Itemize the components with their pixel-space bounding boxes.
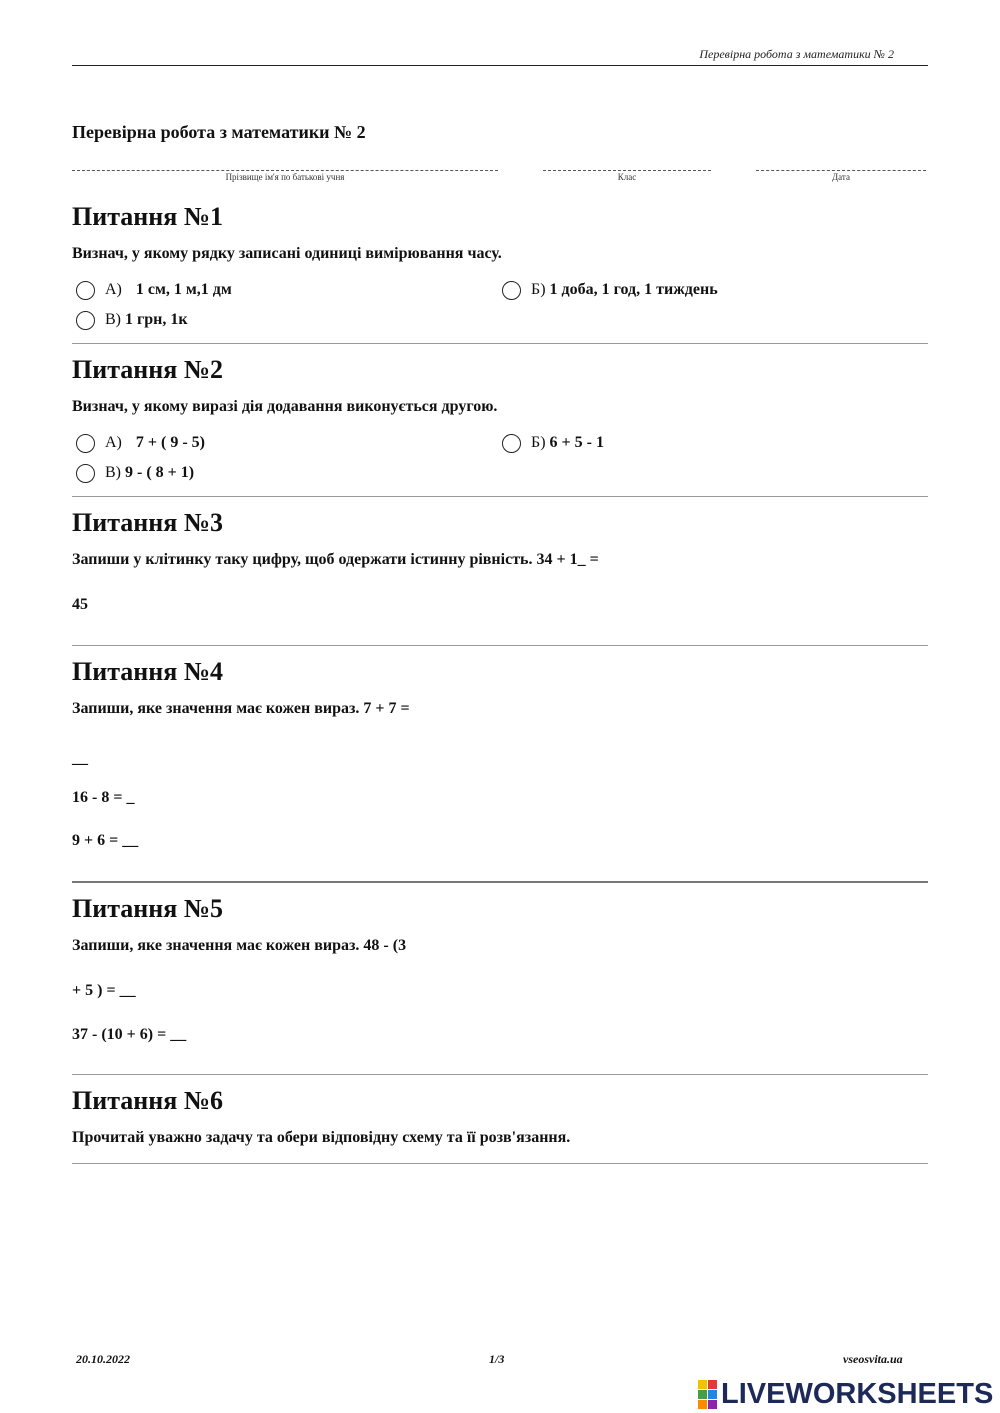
option-letter: В) — [105, 464, 121, 481]
liveworksheets-cubes-icon — [698, 1380, 717, 1409]
option-letter: А) — [105, 281, 122, 298]
liveworksheets-logo — [698, 1379, 993, 1409]
option-a[interactable] — [76, 280, 232, 300]
running-header: Перевірна робота з математики № 2 — [72, 46, 928, 66]
footer-date: 20.10.2022 — [76, 1352, 130, 1366]
answer-line[interactable]: + 5 ) = __ — [72, 982, 136, 999]
divider — [72, 645, 928, 646]
option-c[interactable] — [76, 463, 194, 483]
question-heading: Питання №3 — [72, 508, 223, 537]
option-value: 1 грн, 1к — [125, 311, 188, 328]
divider — [72, 1074, 928, 1075]
radio-icon[interactable] — [76, 434, 95, 453]
student-name-field[interactable] — [72, 170, 498, 182]
answer-line[interactable]: __ — [72, 750, 88, 767]
radio-icon[interactable] — [76, 311, 95, 330]
option-value: 7 + ( 9 - 5) — [135, 434, 205, 451]
radio-icon[interactable] — [502, 281, 521, 300]
answer-line[interactable]: 45 — [72, 596, 88, 613]
question-heading: Питання №6 — [72, 1086, 223, 1115]
question-heading: Питання №2 — [72, 355, 223, 384]
option-b[interactable] — [502, 433, 604, 453]
question-text: Прочитай уважно задачу та обери відповідну схему та її розв'язання. — [72, 1129, 571, 1146]
option-a[interactable] — [76, 433, 205, 453]
answer-line[interactable]: 16 - 8 = _ — [72, 789, 135, 806]
liveworksheets-wordmark: LIVEWORKSHEETS — [721, 1378, 994, 1410]
option-letter: В) — [105, 311, 121, 328]
answer-line[interactable]: 37 - (10 + 6) = __ — [72, 1026, 187, 1043]
question-text: Визнач, у якому рядку записані одиниці вимірювання часу. — [72, 245, 502, 262]
date-field[interactable] — [756, 170, 926, 182]
divider — [72, 881, 928, 883]
class-label: Клас — [617, 172, 637, 182]
option-letter: Б) — [531, 434, 546, 451]
question-text: Визнач, у якому виразі дія додавання виконується другою. — [72, 398, 498, 415]
question-heading: Питання №5 — [72, 894, 223, 923]
option-letter: Б) — [531, 281, 546, 298]
radio-icon[interactable] — [76, 464, 95, 483]
student-name-label: Прізвище ім'я по батькові учня — [225, 172, 345, 182]
option-value: 1 см, 1 м,1 дм — [135, 281, 232, 298]
radio-icon[interactable] — [76, 281, 95, 300]
divider — [72, 496, 928, 497]
option-value: 9 - ( 8 + 1) — [125, 464, 195, 481]
date-label: Дата — [832, 172, 850, 182]
option-value: 1 доба, 1 год, 1 тиждень — [549, 281, 718, 298]
radio-icon[interactable] — [502, 434, 521, 453]
answer-line[interactable]: 9 + 6 = __ — [72, 832, 139, 849]
footer-page-number: 1/3 — [489, 1352, 505, 1366]
option-value: 6 + 5 - 1 — [549, 434, 604, 451]
class-field[interactable] — [543, 170, 711, 182]
footer-site[interactable]: vseosvita.ua — [843, 1352, 903, 1366]
option-b[interactable] — [502, 280, 718, 300]
document-title: Перевірна робота з математики № 2 — [72, 122, 366, 142]
question-text: Запиши у клітинку таку цифру, щоб одержати істинну рівність. 34 + 1_ = — [72, 551, 599, 568]
question-heading: Питання №4 — [72, 657, 223, 686]
question-text: Запиши, яке значення має кожен вираз. 7 + 7 = — [72, 700, 410, 717]
option-letter: А) — [105, 434, 122, 451]
option-c[interactable] — [76, 310, 188, 330]
divider — [72, 1163, 928, 1164]
question-text: Запиши, яке значення має кожен вираз. 48 - (3 — [72, 937, 407, 954]
divider — [72, 343, 928, 344]
question-heading: Питання №1 — [72, 202, 223, 231]
